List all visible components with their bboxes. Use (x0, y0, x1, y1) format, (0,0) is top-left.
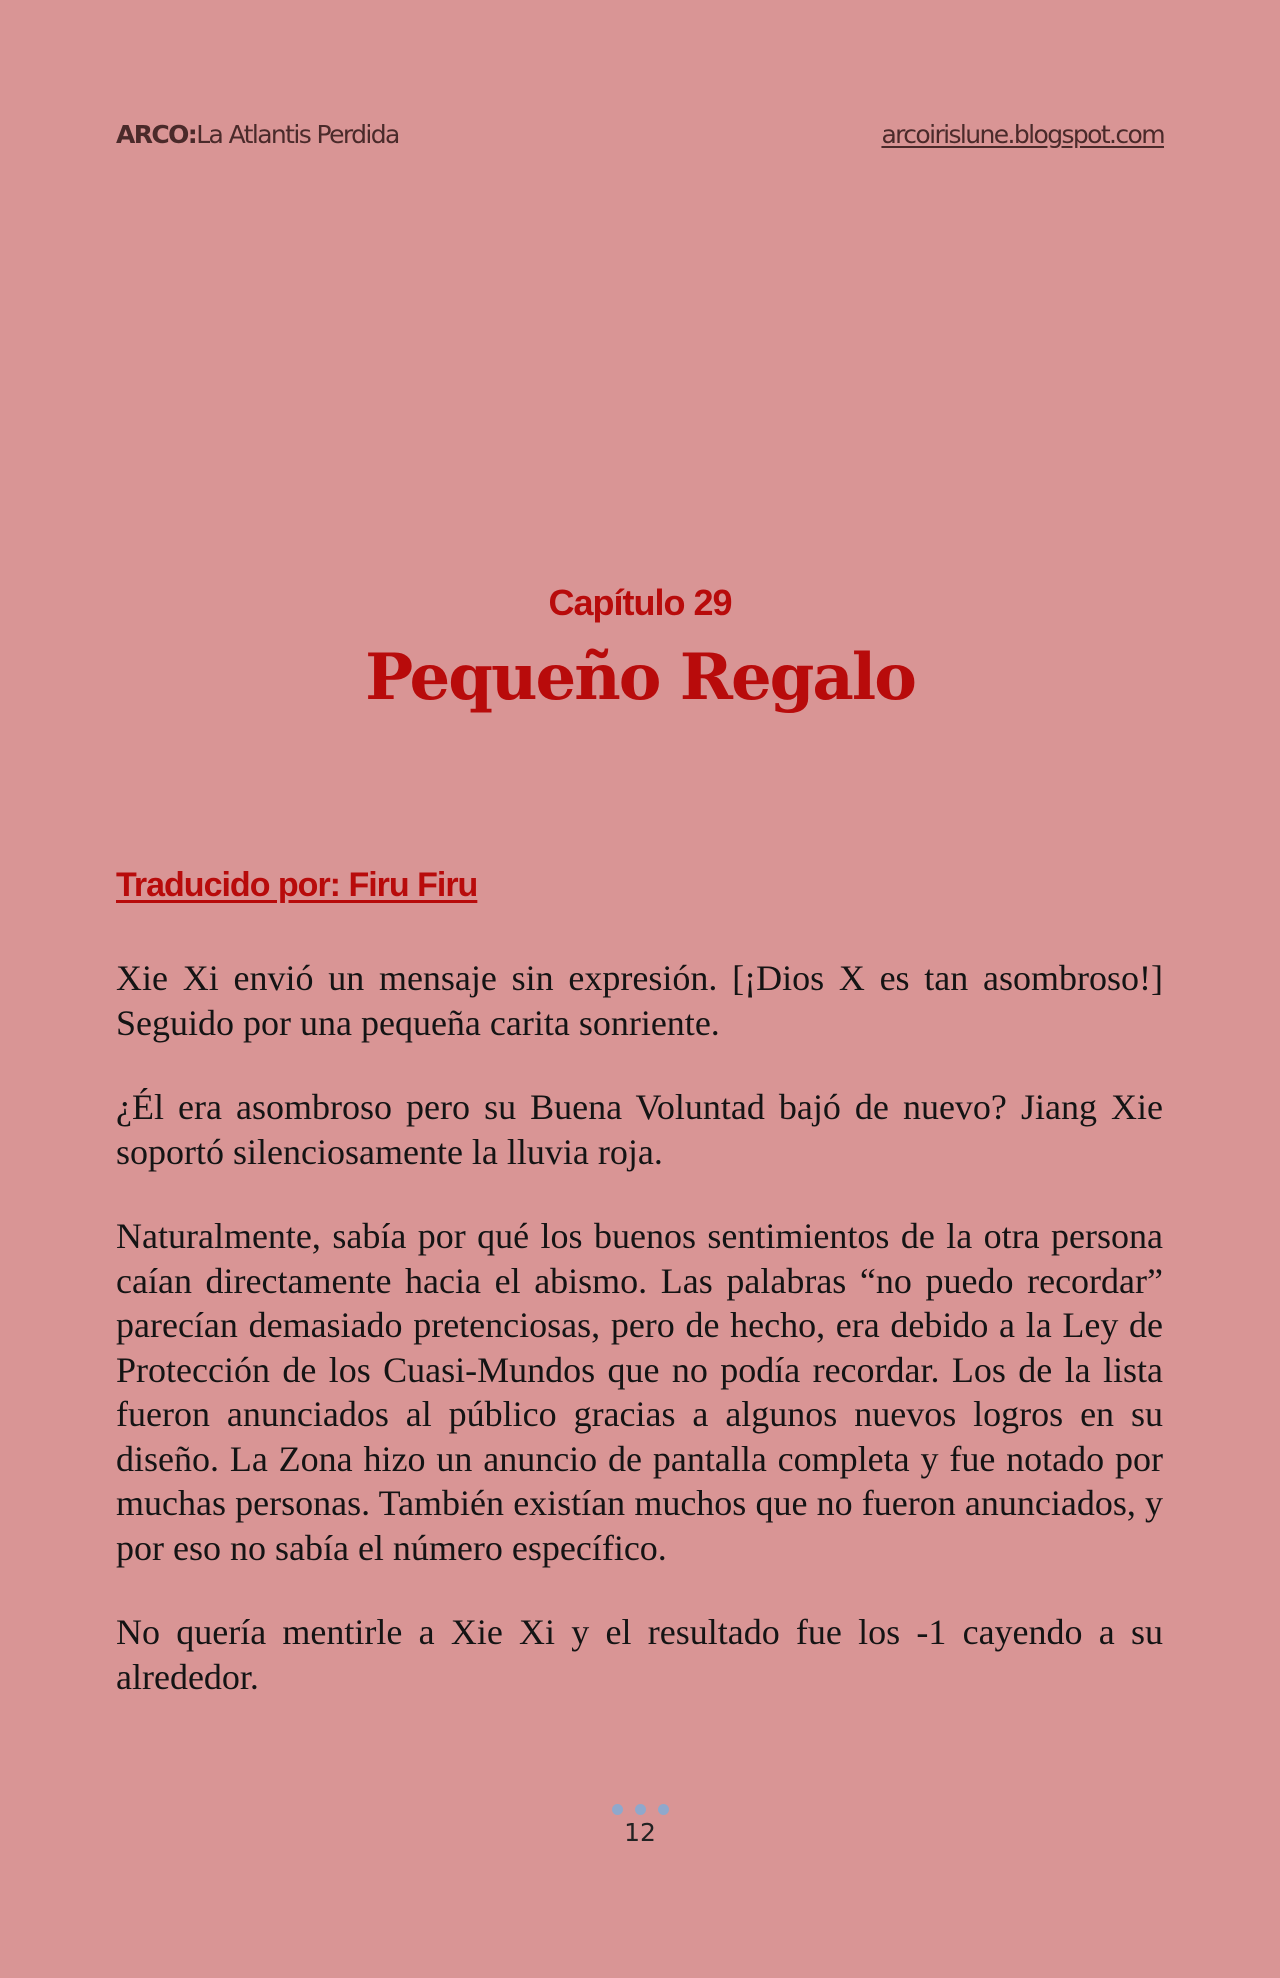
paragraph: ¿Él era asombroso pero su Buena Voluntad bajó de nuevo? Jiang Xie soportó silenciosamente la lluvia roja. (116, 1087, 1163, 1172)
translator-credit: Traducido por: Firu Firu (116, 866, 478, 904)
dot-icon (635, 1804, 646, 1815)
dot-icon (612, 1804, 623, 1815)
chapter-title: Pequeño Regalo (365, 640, 915, 715)
page-number: 12 (624, 1818, 656, 1847)
paragraph: Naturalmente, sabía por qué los buenos sentimientos de la otra persona caían directamente hacia el abismo. Las palabras “no puedo recordar” parecían demasiado pretenciosas, pero de hecho, era debido a la Ley de Protección de los Cuasi-Mundos que no podía recordar. Los de la lista fueron anunciados al público gracias a algunos nuevos logros en su diseño. La Zona hizo un anuncio de pantalla completa y fue notado por muchas personas. También existían muchos que no fueron anunciados, y por eso no sabía el número específico. (116, 1216, 1163, 1568)
paragraph: No quería mentirle a Xie Xi y el resultado fue los -1 cayendo a su alrededor. (116, 1612, 1163, 1697)
page-header (116, 120, 1164, 160)
dot-icon (658, 1804, 669, 1815)
series-abbrev: ARCO: (116, 120, 197, 149)
chapter-body (116, 956, 1163, 1739)
header-site-link[interactable]: arcoirislune.blogspot.com (881, 120, 1164, 149)
header-book-title (116, 120, 399, 149)
paragraph: Xie Xi envió un mensaje sin expresión. [¡Dios X es tan asombroso!] Seguido por una pequeña carita sonriente. (116, 958, 1163, 1043)
chapter-number: Capítulo 29 (548, 582, 732, 623)
ornament-dots (0, 1804, 1280, 1815)
book-title: La Atlantis Perdida (196, 120, 399, 149)
